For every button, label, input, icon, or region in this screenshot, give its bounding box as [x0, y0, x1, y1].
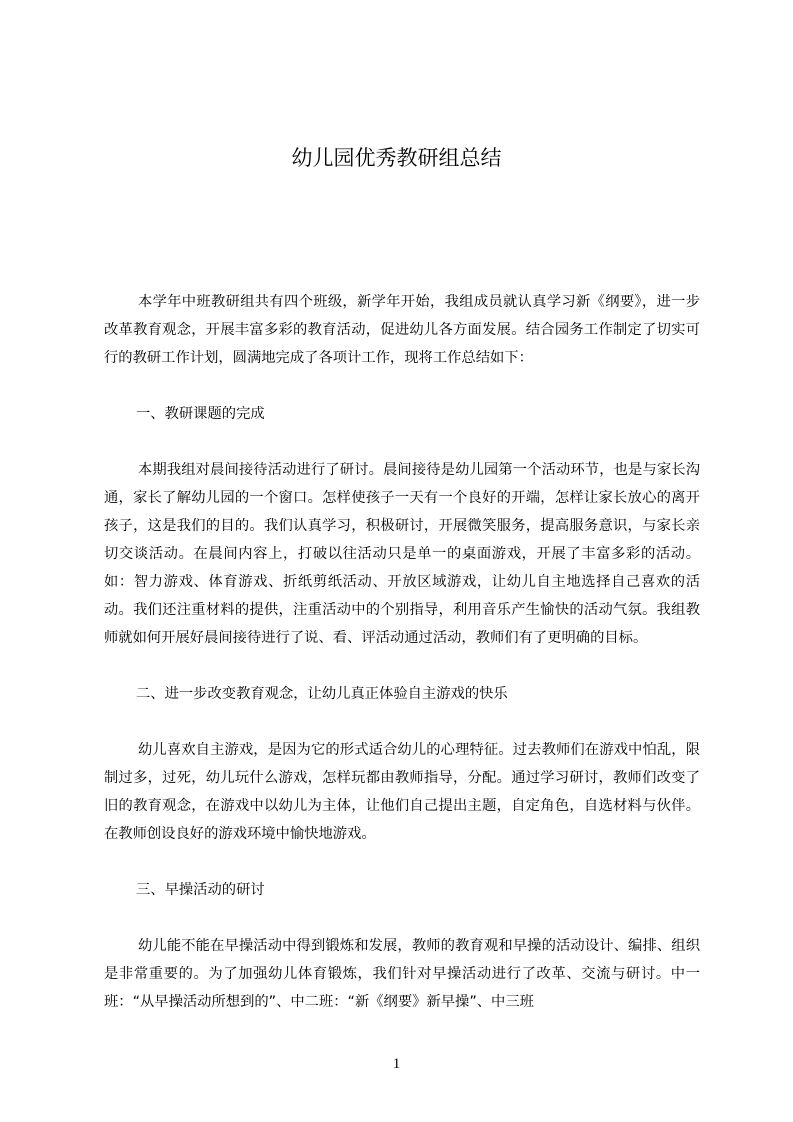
- section-heading-2: 二、进一步改变教育观念，让幼儿真正体验自主游戏的快乐: [136, 686, 508, 702]
- paragraph-gap: [104, 652, 700, 680]
- intro-paragraph: 本学年中班教研组共有四个班级，新学年开始，我组成员就认真学习新《纲要》，进一步改革教育观念，开展丰富多彩的教育活动，促进幼儿各方面发展。结合园务工作制定了切实可行的教研工作计划，圆满地完成了各项计工作，现将工作总结如下：: [104, 294, 700, 366]
- page-number: 1: [392, 1056, 401, 1072]
- section-heading-3: 三、早操活动的研讨: [136, 882, 265, 898]
- paragraph-gap: [104, 904, 700, 932]
- section-heading-1: 一、教研课题的完成: [136, 406, 265, 422]
- paragraph-gap: [104, 848, 700, 876]
- paragraph-gap: [104, 428, 700, 456]
- document-body: [104, 288, 700, 1016]
- section-body-1: 本期我组对晨间接待活动进行了研讨。晨间接待是幼儿园第一个活动环节，也是与家长沟通，家长了解幼儿园的一个窗口。怎样使孩子一天有一个良好的开端，怎样让家长放心的离开孩子，这是我们的目的。我们认真学习，积极研讨，开展微笑服务，提高服务意识，与家长亲切交谈活动。在晨间内容上，打破以往活动只是单一的桌面游戏，开展了丰富多彩的活动。如：智力游戏、体育游戏、折纸剪纸活动、开放区域游戏，让幼儿自主地选择自己喜欢的活动。我们还注重材料的提供，注重活动中的个别指导，利用音乐产生愉快的活动气氛。我组教师就如何开展好晨间接待进行了说、看、评活动通过活动，教师们有了更明确的目标。: [104, 462, 700, 646]
- section-body-3: 幼儿能不能在早操活动中得到锻炼和发展，教师的教育观和早操的活动设计、编排、组织是非常重要的。为了加强幼儿体育锻炼，我们针对早操活动进行了改革、交流与研讨。中一班：“从早操活动所想到的”、中二班：“新《纲要》新早操”、中三班: [104, 938, 700, 1010]
- paragraph-gap: [104, 372, 700, 400]
- paragraph-gap: [104, 708, 700, 736]
- document-title: 幼儿园优秀教研组总结: [291, 146, 502, 170]
- section-body-2: 幼儿喜欢自主游戏，是因为它的形式适合幼儿的心理特征。过去教师们在游戏中怕乱，限制过多，过死，幼儿玩什么游戏，怎样玩都由教师指导，分配。通过学习研讨，教师们改变了旧的教育观念，在游戏中以幼儿为主体，让他们自己提出主题，自定角色，自选材料与伙伴。在教师创设良好的游戏环境中愉快地游戏。: [104, 742, 700, 842]
